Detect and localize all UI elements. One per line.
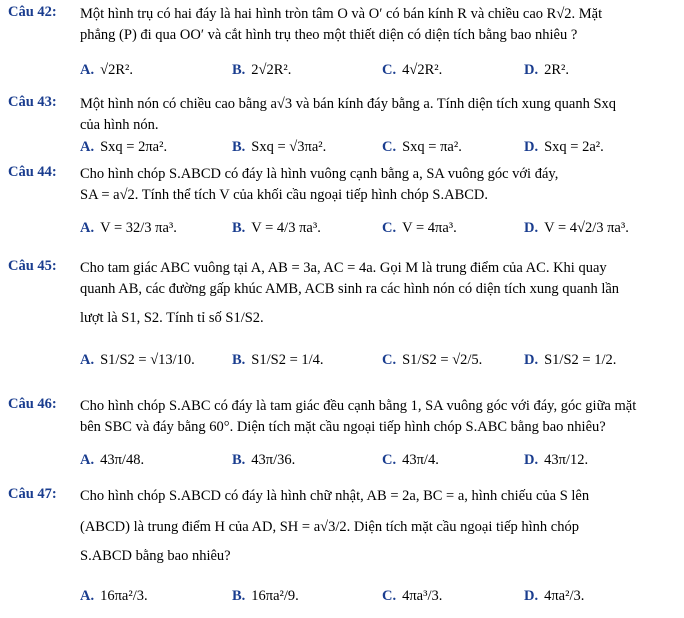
option-b[interactable]: B. 43π/36. bbox=[232, 451, 296, 468]
option-a[interactable]: A. V = 32/3 πa³. bbox=[80, 219, 177, 236]
option-b[interactable]: B. 2√2R². bbox=[232, 61, 292, 78]
question-text-line: SA = a√2. Tính thể tích V của khối cầu ngoại tiếp hình chóp S.ABCD. bbox=[80, 187, 489, 203]
question-stem bbox=[80, 164, 676, 206]
question-stem bbox=[80, 396, 676, 438]
options-45 bbox=[80, 340, 676, 380]
options-44 bbox=[80, 208, 676, 248]
option-c[interactable]: C. 4πa³/3. bbox=[382, 587, 443, 604]
option-c[interactable]: C. Sxq = πa². bbox=[382, 138, 462, 155]
question-stem bbox=[80, 258, 676, 329]
question-42 bbox=[8, 4, 676, 46]
options-43 bbox=[80, 134, 676, 160]
options-42 bbox=[80, 50, 676, 90]
question-stem bbox=[80, 486, 676, 567]
question-text-line: Một hình nón có chiều cao bằng a√3 và bán kính đáy bằng a. Tính diện tích xung quanh Sxq bbox=[80, 96, 617, 112]
question-text-line: S.ABCD bằng bao nhiêu? bbox=[80, 548, 231, 564]
question-43 bbox=[8, 94, 676, 136]
option-d[interactable]: D. 4πa²/3. bbox=[524, 587, 585, 604]
question-stem bbox=[80, 4, 676, 46]
question-number: Câu 45: bbox=[8, 258, 57, 274]
question-47 bbox=[8, 486, 676, 567]
options-46 bbox=[80, 440, 676, 480]
option-a-label: A. bbox=[80, 138, 95, 155]
option-c[interactable]: C. S1/S2 = √2/5. bbox=[382, 351, 483, 368]
option-c[interactable]: C. V = 4πa³. bbox=[382, 219, 457, 236]
question-text-line: Cho hình chóp S.ABCD có đáy là hình chữ nhật, AB = 2a, BC = a, hình chiếu của S lên bbox=[80, 488, 590, 504]
option-d[interactable]: D. 2R². bbox=[524, 61, 570, 78]
question-45 bbox=[8, 258, 676, 329]
option-a[interactable]: A. Sxq = 2πa². bbox=[80, 138, 168, 155]
question-number: Câu 47: bbox=[8, 486, 57, 502]
question-number: Câu 43: bbox=[8, 94, 57, 110]
option-c[interactable]: C. 4√2R². bbox=[382, 61, 443, 78]
question-text-line: Một hình trụ có hai đáy là hai hình tròn tâm O và O′ có bán kính R và chiều cao R√2. Mặt bbox=[80, 6, 603, 22]
question-number: Câu 46: bbox=[8, 396, 57, 412]
option-d[interactable]: D. 43π/12. bbox=[524, 451, 589, 468]
option-b[interactable]: B. Sxq = √3πa². bbox=[232, 138, 327, 155]
question-46 bbox=[8, 396, 676, 438]
option-a[interactable]: A. √2R². bbox=[80, 61, 133, 78]
question-stem bbox=[80, 94, 676, 136]
option-a[interactable]: A. 16πa²/3. bbox=[80, 587, 148, 604]
question-text-line: của hình nón. bbox=[80, 117, 159, 133]
option-d[interactable]: D. V = 4√2/3 πa³. bbox=[524, 219, 629, 236]
option-d[interactable]: D. Sxq = 2a². bbox=[524, 138, 604, 155]
question-text-line: bên SBC và đáy bằng 60°. Diện tích mặt cầu ngoại tiếp hình chóp S.ABC bằng bao nhiêu? bbox=[80, 419, 606, 435]
option-a[interactable]: A. S1/S2 = √13/10. bbox=[80, 351, 195, 368]
question-number: Câu 44: bbox=[8, 164, 57, 180]
question-text-line: phẳng (P) đi qua OO′ và cắt hình trụ theo một thiết diện có diện tích bằng bao nhiêu ? bbox=[80, 27, 578, 43]
option-a[interactable]: A. 43π/48. bbox=[80, 451, 145, 468]
question-text-line: Cho hình chóp S.ABC có đáy là tam giác đều cạnh bằng 1, SA vuông góc với đáy, góc giữa mặt bbox=[80, 398, 637, 414]
option-b[interactable]: B. S1/S2 = 1/4. bbox=[232, 351, 324, 368]
options-47 bbox=[80, 576, 676, 616]
option-c[interactable]: C. 43π/4. bbox=[382, 451, 439, 468]
option-d[interactable]: D. S1/S2 = 1/2. bbox=[524, 351, 617, 368]
question-text-line: (ABCD) là trung điểm H của AD, SH = a√3/2. Diện tích mặt cầu ngoại tiếp hình chóp bbox=[80, 519, 579, 535]
question-text-line: quanh AB, các đường gấp khúc AMB, ACB sinh ra các hình nón có diện tích xung quanh lần bbox=[80, 281, 620, 297]
question-text-line: Cho hình chóp S.ABCD có đáy là hình vuông cạnh bằng a, SA vuông góc với đáy, bbox=[80, 166, 559, 182]
question-number: Câu 42: bbox=[8, 4, 57, 20]
option-b[interactable]: B. V = 4/3 πa³. bbox=[232, 219, 321, 236]
question-text-line: lượt là S1, S2. Tính tỉ số S1/S2. bbox=[80, 310, 264, 326]
option-b[interactable]: B. 16πa²/9. bbox=[232, 587, 299, 604]
question-text-line: Cho tam giác ABC vuông tại A, AB = 3a, AC = 4a. Gọi M là trung điểm của AC. Khi quay bbox=[80, 260, 607, 276]
question-44 bbox=[8, 164, 676, 206]
